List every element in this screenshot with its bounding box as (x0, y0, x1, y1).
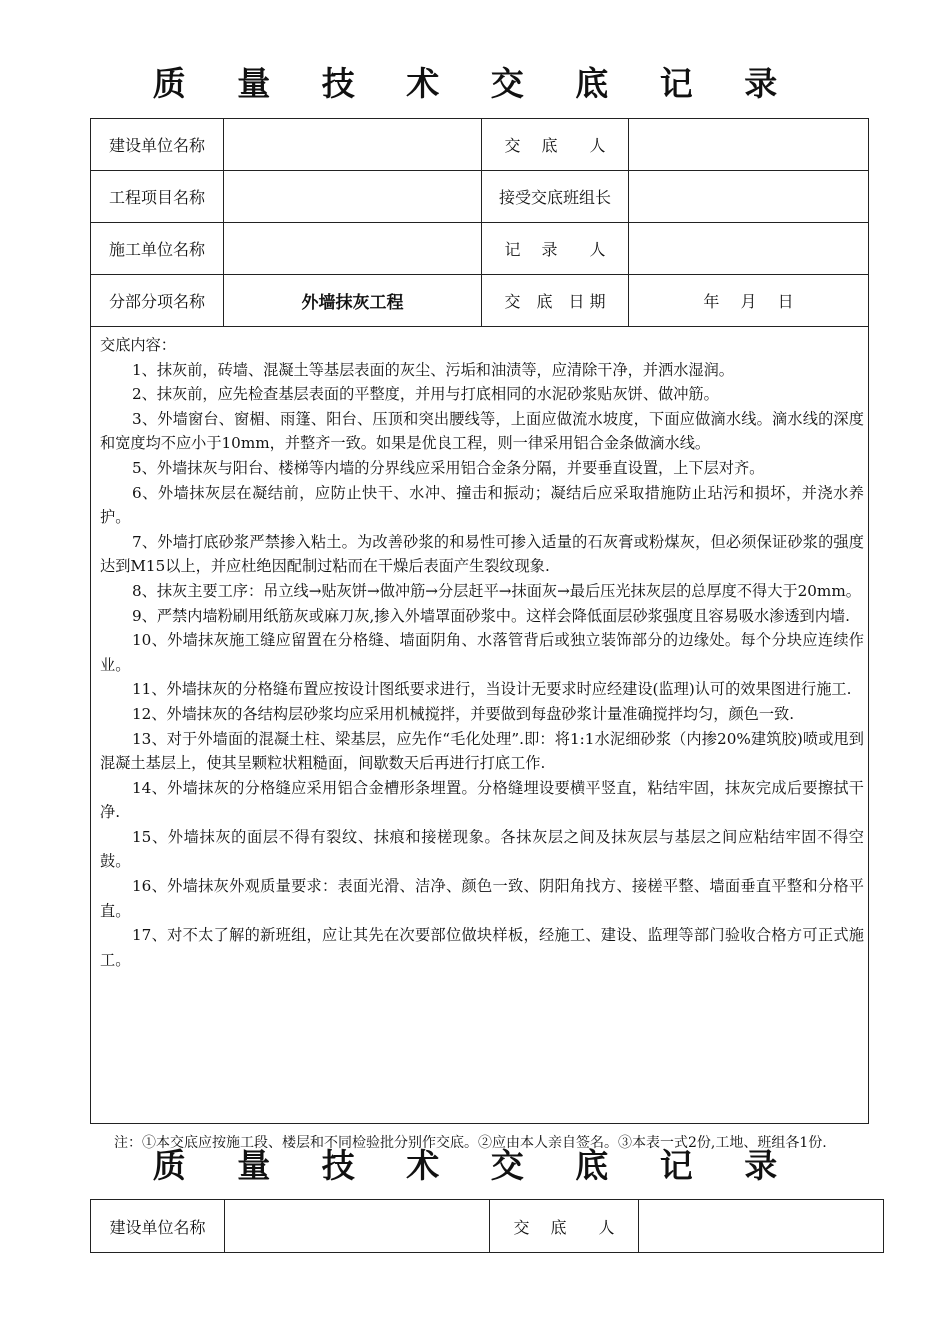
discloser-field[interactable] (639, 1200, 884, 1253)
content-item: 1、抹灰前，砖墙、混凝土等基层表面的灰尘、污垢和油渍等，应清除干净，并洒水湿润。 (132, 360, 734, 379)
form-label: 接受交底班组长 (482, 171, 629, 223)
form-row (91, 1200, 884, 1253)
form-label: 交 底 人 (482, 119, 629, 171)
contractor-field[interactable] (224, 223, 482, 275)
page-title: 质 量 技 术 交 底 记 录 (152, 64, 798, 103)
content-item: 10、外墙抹灰施工缝应留置在分格缝、墙面阴角、水落管背后或独立装饰部分的边缘处。每个分块应连续作业。 (100, 631, 864, 674)
form-label: 建设单位名称 (91, 1200, 225, 1253)
form-row (91, 223, 869, 275)
page-title-second: 质 量 技 术 交 底 记 录 (152, 1146, 798, 1185)
disclosure-date-field[interactable]: 年 月 日 (629, 275, 869, 327)
content-item: 5、外墙抹灰与阳台、楼梯等内墙的分界线应采用铝合金条分隔，并要垂直设置，上下层对齐。 (132, 458, 765, 477)
content-item: 16、外墙抹灰外观质量要求：表面光滑、洁净、颜色一致、阴阳角找方、接槎平整、墙面垂直平整和分格平直。 (100, 877, 864, 920)
form-row (91, 275, 869, 327)
disclosure-content (91, 327, 869, 1124)
content-item: 14、外墙抹灰的分格缝应采用铝合金槽形条埋置。分格缝埋设要横平竖直，粘结牢固，抹灰完成后要擦拭干净. (100, 778, 864, 822)
form-row (91, 119, 869, 171)
footnote: 注：①本交底应按施工段、楼层和不同检验批分别作交底。②应由本人亲自签名。③本表一式2份,工地、班组各1份. (114, 1135, 827, 1151)
recorder-field[interactable] (629, 223, 869, 275)
project-name-field[interactable] (224, 171, 482, 223)
content-item: 6、外墙抹灰层在凝结前，应防止快干、水冲、撞击和振动；凝结后应采取措施防止玷污和损坏，并浇水养护。 (100, 483, 864, 527)
construction-unit-field[interactable] (225, 1200, 490, 1253)
form-label: 记 录 人 (482, 223, 629, 275)
content-heading: 交底内容： (100, 336, 176, 354)
discloser-field[interactable] (629, 119, 869, 171)
content-item: 2、抹灰前，应先检查基层表面的平整度，并用与打底相同的水泥砂浆贴灰饼、做冲筋。 (132, 385, 719, 404)
construction-unit-field[interactable] (224, 119, 482, 171)
content-item: 12、外墙抹灰的各结构层砂浆均应采用机械搅拌，并要做到每盘砂浆计量准确搅拌均匀，颜色一致. (132, 704, 795, 723)
content-item: 9、严禁内墙粉刷用纸筋灰或麻刀灰,掺入外墙罩面砂浆中。这样会降低面层砂浆强度且容易吸水渗透到内墙. (132, 606, 850, 625)
form-label: 工程项目名称 (91, 171, 224, 223)
content-item: 7、外墙打底砂浆严禁掺入粘土。为改善砂浆的和易性可掺入适量的石灰膏或粉煤灰，但必须保证砂浆的强度达到M15以上，并应杜绝因配制过粘而在干燥后表面产生裂纹现象. (100, 532, 864, 576)
form-label: 施工单位名称 (91, 223, 224, 275)
content-item: 17、对不太了解的新班组，应让其先在次要部位做块样板，经施工、建设、监理等部门验收合格方可正式施工。 (100, 926, 864, 969)
form-label: 交 底 日 期 (482, 275, 629, 327)
content-item: 13、对于外墙面的混凝土柱、梁基层，应先作“毛化处理”.即：将1:1水泥细砂浆（内掺20%建筑胶)喷或甩到混凝土基层上，使其呈颗粒状粗糙面，间歇数天后再进行打底工作. (100, 729, 864, 773)
disclosure-form-second (90, 1199, 884, 1253)
form-label: 分部分项名称 (91, 275, 224, 327)
form-label: 建设单位名称 (91, 119, 224, 171)
content-item: 11、外墙抹灰的分格缝布置应按设计图纸要求进行，当设计无要求时应经建设(监理)认可的效果图进行施工. (132, 680, 852, 699)
section-name-field[interactable]: 外墙抹灰工程 (224, 275, 482, 327)
form-row (91, 171, 869, 223)
disclosure-form (90, 118, 869, 1124)
content-item: 8、抹灰主要工序：吊立线→贴灰饼→做冲筋→分层赶平→抹面灰→最后压光抹灰层的总厚度不得大于20mm。 (132, 581, 861, 600)
team-leader-field[interactable] (629, 171, 869, 223)
content-item: 3、外墙窗台、窗楣、雨篷、阳台、压顶和突出腰线等，上面应做流水坡度，下面应做滴水线。滴水线的深度和宽度均不应小于10mm，并整齐一致。如果是优良工程，则一律采用铝合金条做滴水线。 (100, 409, 864, 453)
form-label: 交 底 人 (490, 1200, 639, 1253)
content-item: 15、外墙抹灰的面层不得有裂纹、抹痕和接槎现象。各抹灰层之间及抹灰层与基层之间应粘结牢固不得空鼓。 (100, 827, 864, 871)
